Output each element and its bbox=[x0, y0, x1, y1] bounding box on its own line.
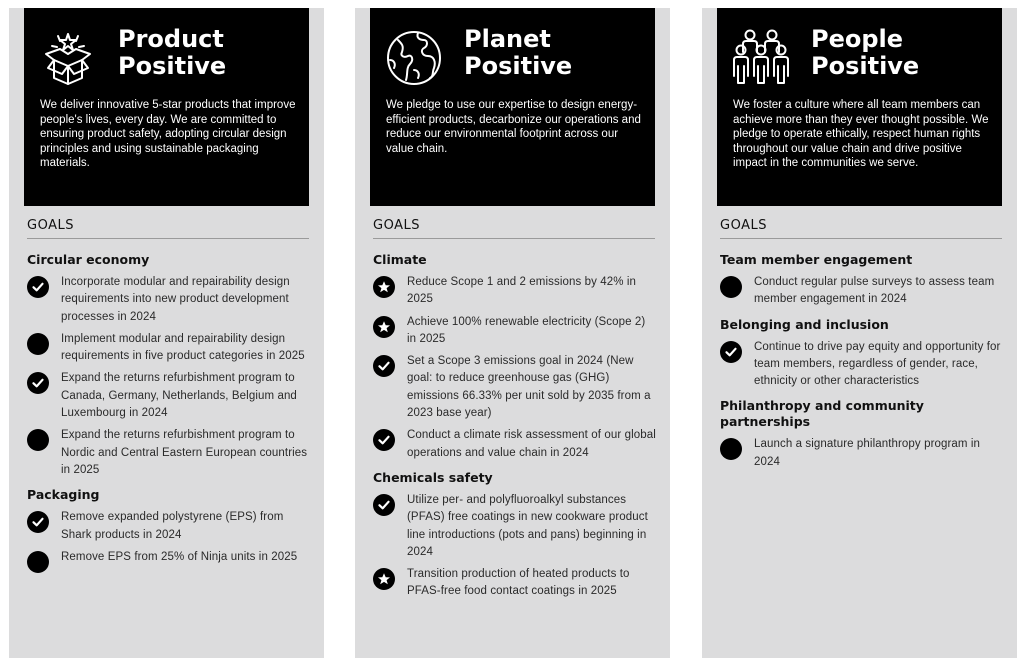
planet-positive-column bbox=[355, 8, 670, 658]
goal-item bbox=[27, 549, 311, 573]
goal-item bbox=[720, 274, 1004, 309]
goal-item bbox=[373, 274, 657, 309]
goal-text: Conduct a climate risk assessment of our global operations and value chain in 2024 bbox=[407, 429, 656, 459]
goals-heading: GOALS bbox=[373, 218, 655, 239]
hero-title bbox=[464, 26, 572, 80]
goal-category-title: Belonging and inclusion bbox=[720, 316, 889, 332]
goal-item bbox=[27, 509, 311, 544]
filled-circle-icon bbox=[720, 438, 742, 460]
goal-item bbox=[27, 370, 311, 422]
goal-text: Achieve 100% renewable electricity (Scope 2) in 2025 bbox=[407, 315, 646, 345]
goal-category-title: Circular economy bbox=[27, 252, 150, 267]
people-positive-column bbox=[702, 8, 1017, 658]
hero-description: We foster a culture where all team members can achieve more than they ever thought possible. We pledge to operate ethically, respect human rights throughout our value chain and drive positive impact in the communities we serve. bbox=[733, 99, 989, 169]
goal-item bbox=[27, 427, 311, 479]
goal-list bbox=[720, 252, 1004, 476]
goal-text: Utilize per- and polyfluoroalkyl substances (PFAS) free coatings in new cookware product line introductions (pots and pans) beginning in 2024 bbox=[407, 493, 648, 558]
goal-text: Conduct regular pulse surveys to assess team member engagement in 2024 bbox=[754, 276, 995, 306]
filled-circle-icon bbox=[720, 276, 742, 298]
goal-item bbox=[373, 566, 657, 601]
hero-description: We deliver innovative 5-star products that improve people's lives, every day. We are committed to ensuring product safety, adopting circular design principles and using sustainable packaging materials. bbox=[40, 99, 296, 169]
filled-circle-icon bbox=[27, 551, 49, 573]
goal-text: Expand the returns refurbishment program to Canada, Germany, Netherlands, Belgium and Luxembourg in 2024 bbox=[61, 372, 297, 420]
checkmark-icon bbox=[27, 372, 49, 394]
globe-icon bbox=[384, 26, 444, 86]
hero-panel bbox=[370, 8, 655, 206]
hero-title-line1: Planet bbox=[464, 25, 551, 53]
goal-text: Remove EPS from 25% of Ninja units in 2025 bbox=[61, 550, 298, 563]
hero-panel bbox=[24, 8, 309, 206]
goal-text: Incorporate modular and repairability design requirements into new product development processes in 2024 bbox=[61, 276, 290, 323]
goal-text: Expand the returns refurbishment program to Nordic and Central Eastern European countries in 2025 bbox=[61, 429, 308, 476]
hero-panel bbox=[717, 8, 1002, 206]
goal-text: Remove expanded polystyrene (EPS) from Shark products in 2024 bbox=[61, 511, 284, 541]
product-positive-column bbox=[9, 8, 324, 658]
goal-item bbox=[720, 339, 1004, 391]
goal-list bbox=[27, 252, 311, 578]
people-group-icon bbox=[731, 26, 791, 86]
open-box-icon bbox=[38, 26, 98, 86]
checkmark-icon bbox=[373, 355, 395, 377]
goal-item bbox=[720, 436, 1004, 471]
goal-item bbox=[373, 492, 657, 561]
goal-item bbox=[373, 427, 657, 462]
star-icon bbox=[373, 316, 395, 338]
goal-text: Reduce Scope 1 and 2 emissions by 42% in 2025 bbox=[407, 276, 637, 306]
hero-title-line1: People bbox=[811, 25, 904, 53]
goal-item bbox=[373, 314, 657, 349]
goal-category-title: Chemicals safety bbox=[373, 469, 493, 485]
star-icon bbox=[373, 568, 395, 590]
goal-text: Transition production of heated products to PFAS-free food contact coatings in 2025 bbox=[407, 568, 630, 598]
goal-text: Continue to drive pay equity and opportunity for team members, regardless of gender, race, ethnicity or other characteristics bbox=[754, 340, 1001, 388]
hero-title-line2: Positive bbox=[811, 52, 920, 80]
checkmark-icon bbox=[27, 511, 49, 533]
goal-list bbox=[373, 252, 657, 606]
hero-title bbox=[811, 26, 919, 80]
checkmark-icon bbox=[373, 494, 395, 516]
checkmark-icon bbox=[373, 429, 395, 451]
hero-description: We pledge to use our expertise to design energy-efficient products, decarbonize our operations and reduce our environmental footprint across our value chain. bbox=[386, 99, 641, 155]
filled-circle-icon bbox=[27, 429, 49, 451]
goal-item bbox=[373, 353, 657, 422]
goal-category-title: Packaging bbox=[27, 487, 100, 503]
hero-title bbox=[118, 26, 226, 80]
goal-category-title: Team member engagement bbox=[720, 252, 913, 267]
checkmark-icon bbox=[720, 341, 742, 363]
checkmark-icon bbox=[27, 276, 49, 298]
goal-item bbox=[27, 274, 311, 326]
hero-title-line2: Positive bbox=[464, 52, 573, 80]
hero-title-line2: Positive bbox=[118, 52, 227, 80]
goal-category-title: Climate bbox=[373, 252, 427, 267]
hero-title-line1: Product bbox=[118, 25, 224, 53]
filled-circle-icon bbox=[27, 333, 49, 355]
goal-category-title: Philanthropy and community partnerships bbox=[720, 398, 924, 430]
goals-heading: GOALS bbox=[27, 218, 309, 239]
goal-text: Implement modular and repairability design requirements in five product categories in 2025 bbox=[61, 332, 305, 363]
goal-item bbox=[27, 331, 311, 366]
star-icon bbox=[373, 276, 395, 298]
goal-text: Set a Scope 3 emissions goal in 2024 (New goal: to reduce greenhouse gas (GHG) emissions 66.33% per unit sold by 2035 from a 2023 base year) bbox=[407, 355, 651, 420]
goal-text: Launch a signature philanthropy program in 2024 bbox=[754, 438, 981, 468]
goals-heading: GOALS bbox=[720, 218, 1002, 239]
